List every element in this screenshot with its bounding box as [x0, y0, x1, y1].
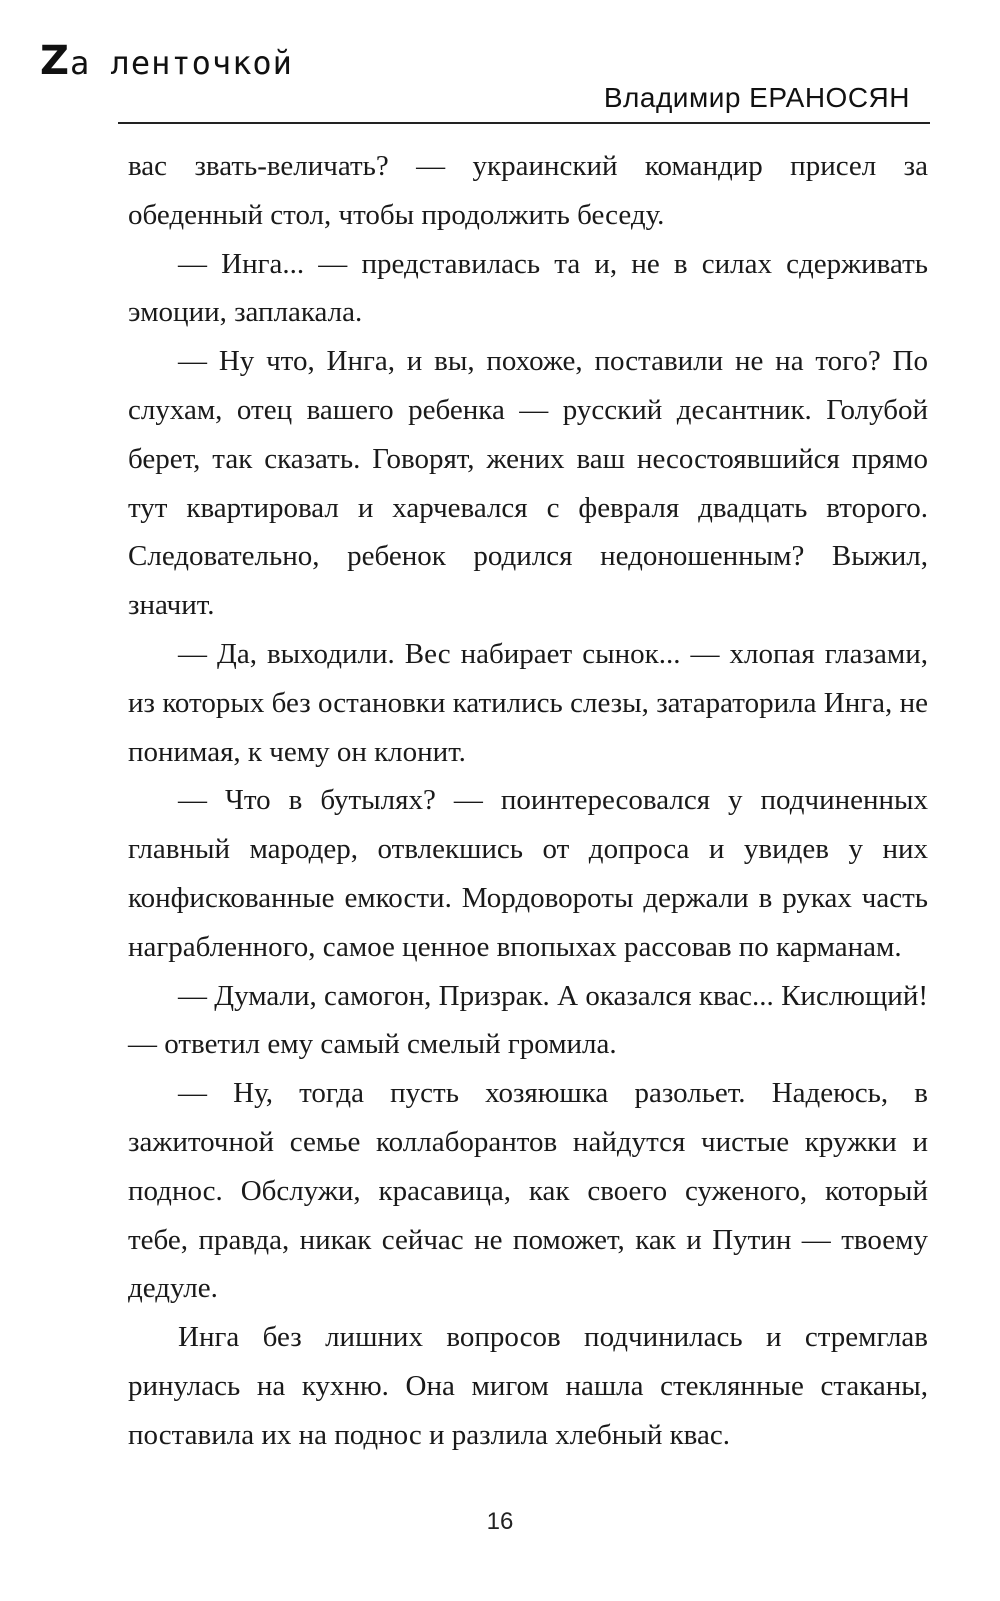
author-name: Владимир ЕРАНОСЯН: [603, 82, 910, 113]
paragraph-2: — Инга... — представилась та и, не в силах сдерживать эмоции, заплакала.: [128, 247, 928, 329]
paragraph-6: — Думали, самогон, Призрак. А оказался квас... Кислющий! — ответил ему самый смелый громила.: [128, 979, 928, 1061]
body-text: [128, 142, 928, 1460]
series-title-rest: а ленточкой: [70, 44, 293, 82]
running-header: [0, 0, 1000, 130]
paragraph-8: Инга без лишних вопросов подчинилась и стремглав ринулась на кухню. Она мигом нашла стеклянные стаканы, поставила их на поднос и разлила хлебный квас.: [128, 1321, 928, 1451]
header-rule: [118, 122, 930, 124]
page-number: 16: [486, 1508, 514, 1535]
paragraph-1: вас звать-величать? — украинский командир присел за обеденный стол, чтобы продолжить беседу.: [128, 150, 928, 231]
paragraph-7: — Ну, тогда пусть хозяюшка разольет. Надеюсь, в зажиточной семье коллаборантов найдутся чистые кружки и поднос. Обслужи, красавица, как своего суженого, который тебе, правда, никак сейчас не поможет, как и Путин — твоему дедуле.: [128, 1077, 928, 1305]
series-title-initial: Z: [40, 38, 71, 84]
paragraph-3: — Ну что, Инга, и вы, похоже, поставили не на того? По слухам, отец вашего ребенка — русский десантник. Голубой берет, так сказать. Говорят, жених ваш несостоявшийся прямо тут квартировал и харчевался с февраля двадцать второго. Следовательно, ребенок родился недоношенным? Выжил, значит.: [128, 345, 928, 622]
series-title: [40, 38, 293, 84]
paragraph-4: — Да, выходили. Вес набирает сынок... — хлопая глазами, из которых без остановки катились слезы, затараторила Инга, не понимая, к чему он клонит.: [128, 637, 928, 768]
paragraph-5: — Что в бутылях? — поинтересовался у подчиненных главный мародер, отвлекшись от допроса и увидев у них конфискованные емкости. Мордовороты держали в руках часть награбленного, самое ценное впопыхах рассовав по карманам.: [128, 784, 928, 963]
